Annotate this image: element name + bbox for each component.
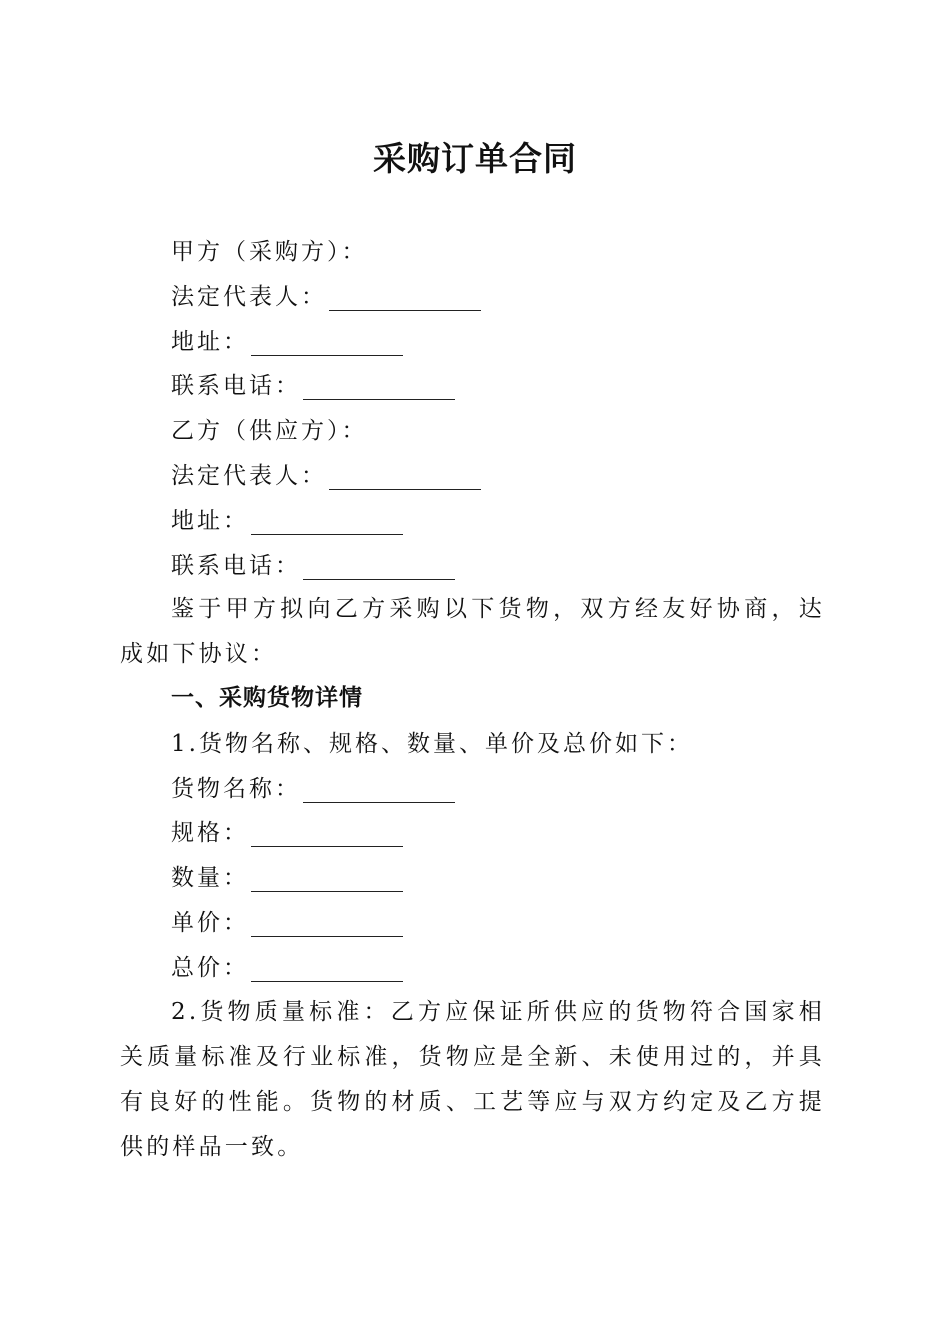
party-b-rep-blank[interactable]	[329, 465, 481, 490]
party-b-heading-text: 乙方（供应方）：	[171, 418, 368, 444]
goods-spec-blank[interactable]	[251, 822, 403, 847]
party-b-phone-row	[171, 546, 455, 586]
party-a-rep-row	[171, 277, 481, 317]
party-a-address-label: 地址：	[171, 329, 249, 355]
party-a-address-row	[171, 322, 403, 362]
party-b-address-row	[171, 501, 403, 541]
intro-paragraph: 鉴于甲方拟向乙方采购以下货物，双方经友好协商，达成如下协议：	[120, 596, 825, 667]
goods-total-blank[interactable]	[251, 957, 403, 982]
goods-qty-blank[interactable]	[251, 867, 403, 892]
goods-price-row	[171, 903, 403, 943]
party-a-phone-label: 联系电话：	[171, 373, 301, 399]
section-1-item-1: 1.货物名称、规格、数量、单价及总价如下：	[171, 731, 693, 757]
goods-price-label: 单价：	[171, 910, 249, 936]
party-a-rep-blank[interactable]	[329, 286, 481, 311]
party-a-heading	[171, 232, 368, 272]
goods-total-row	[171, 948, 403, 988]
section-1-item-2: 2.货物质量标准：乙方应保证所供应的货物符合国家相关质量标准及行业标准，货物应是全新、未使用过的，并具有良好的性能。货物的材质、工艺等应与双方约定及乙方提供的样品一致。	[120, 999, 825, 1160]
party-b-phone-label: 联系电话：	[171, 553, 301, 579]
goods-name-row	[171, 769, 455, 809]
goods-price-blank[interactable]	[251, 912, 403, 937]
contract-title: 采购订单合同	[373, 139, 577, 178]
party-b-phone-blank[interactable]	[303, 555, 455, 580]
party-b-heading	[171, 411, 368, 451]
goods-name-label: 货物名称：	[171, 776, 301, 802]
goods-qty-row	[171, 858, 403, 898]
party-a-rep-label: 法定代表人：	[171, 284, 327, 310]
party-b-rep-label: 法定代表人：	[171, 463, 327, 489]
party-b-rep-row	[171, 456, 481, 496]
party-b-address-blank[interactable]	[251, 510, 403, 535]
section-1-heading: 一、采购货物详情	[171, 685, 363, 711]
party-a-address-blank[interactable]	[251, 331, 403, 356]
goods-total-label: 总价：	[171, 955, 249, 981]
party-a-phone-row	[171, 366, 455, 406]
goods-name-blank[interactable]	[303, 778, 455, 803]
goods-spec-row	[171, 813, 403, 853]
goods-qty-label: 数量：	[171, 865, 249, 891]
party-a-heading-text: 甲方（采购方）：	[171, 239, 368, 265]
goods-spec-label: 规格：	[171, 820, 249, 846]
party-a-phone-blank[interactable]	[303, 375, 455, 400]
party-b-address-label: 地址：	[171, 508, 249, 534]
